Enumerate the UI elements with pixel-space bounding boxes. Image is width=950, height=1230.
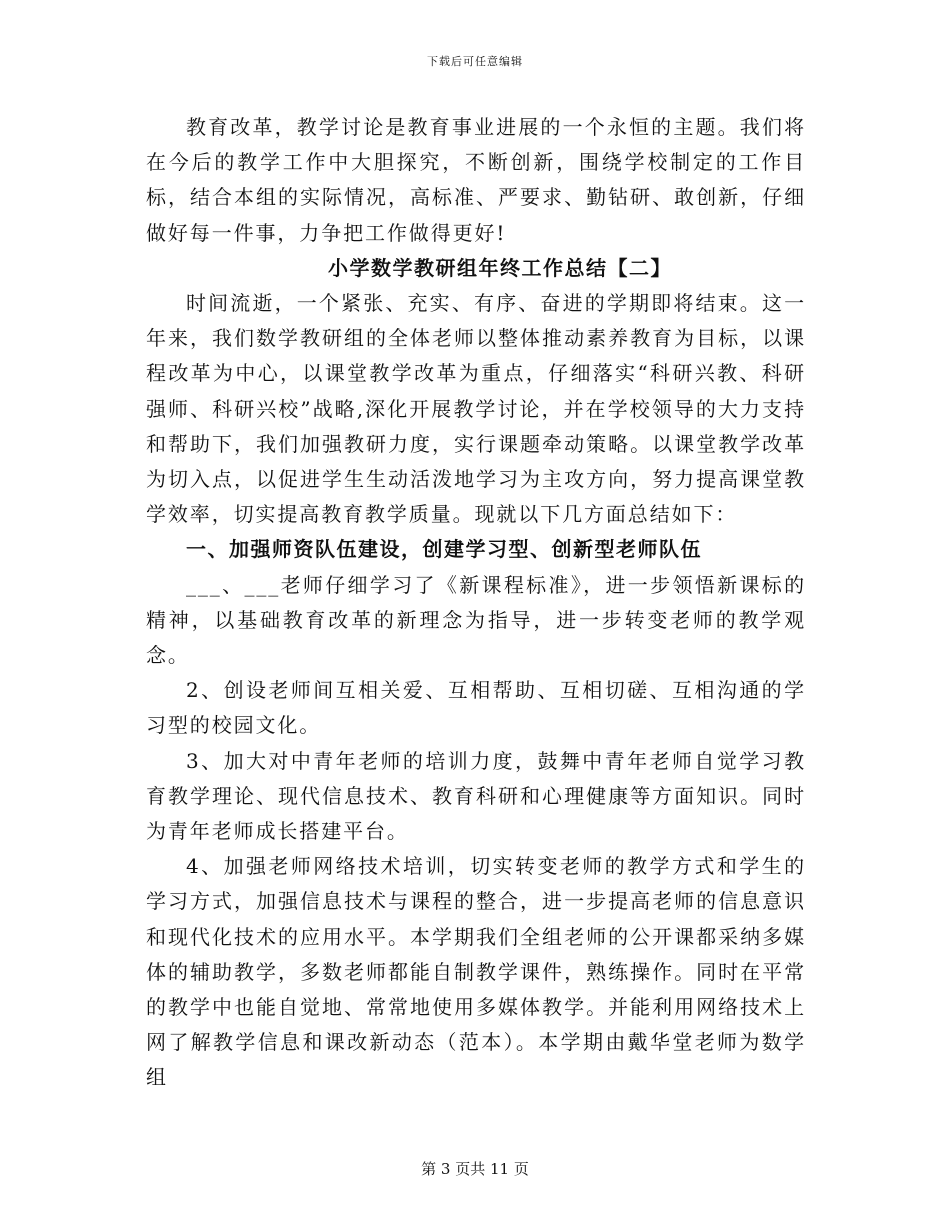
list-item-4: 4、加强老师网络技术培训，切实转变老师的教学方式和学生的学习方式，加强信息技术与课程的整合，进一步提高老师的信息意识和现代化技术的应用水平。本学期我们全组老师的公开课都采纳多媒体的辅助教学，多数老师都能自制教学课件，熟练操作。同时在平常的教学中也能自觉地、常常地使用多媒体教学。并能利用网络技术上网了解教学信息和课改新动态（范本）。本学期由戴华堂老师为数学组 [146,854,806,1090]
paragraph-closing: 教育改革，教学讨论是教育事业进展的一个永恒的主题。我们将在今后的教学工作中大胆探究，不断创新，围绕学校制定的工作目标，结合本组的实际情况，高标准、严要求、勤钻研、敢创新，仔细做好每一件事，力争把工作做得更好! [146,115,806,245]
page-header: 下载后可任意编辑 [427,55,523,68]
paragraph-intro: 时间流逝，一个紧张、充实、有序、奋进的学期即将结束。这一年来，我们数学教研组的全体老师以整体推动素养教育为目标，以课程改革为中心，以课堂教学改革为重点，仔细落实“科研兴教、科研强师、科研兴校”战略,深化开展教学讨论，并在学校领导的大力支持和帮助下，我们加强教研力度，实行课题牵动策略。以课堂教学改革为切入点，以促进学生生动活泼地学习为主攻方向，努力提高课堂教学效率，切实提高教育教学质量。现就以下几方面总结如下： [146,291,806,527]
section-heading: 一、加强师资队伍建设，创建学习型、创新型老师队伍 [186,537,702,562]
list-item-3: 3、加大对中青年老师的培训力度，鼓舞中青年老师自觉学习教育教学理论、现代信息技术、教育科研和心理健康等方面知识。同时为青年老师成长搭建平台。 [146,748,806,844]
list-item-1: ___、___老师仔细学习了《新课程标准》，进一步领悟新课标的精神，以基础教育改革的新理念为指导，进一步转变老师的教学观念。 [146,572,806,668]
page-footer: 第 3 页共 11 页 [421,1160,529,1178]
document-title: 小学数学教研组年终工作总结【二】 [328,255,672,280]
document-body [146,110,806,1096]
list-item-2: 2、创设老师间互相关爱、互相帮助、互相切磋、互相沟通的学习型的校园文化。 [146,678,806,738]
